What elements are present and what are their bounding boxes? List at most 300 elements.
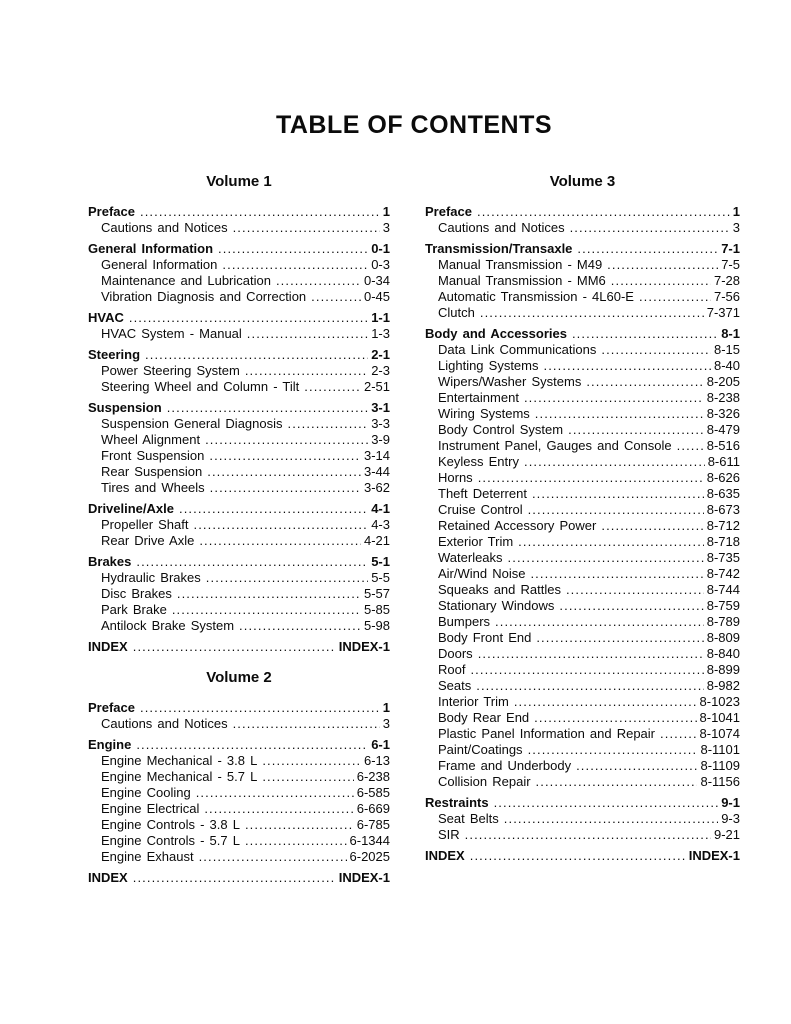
dot-leader [478, 646, 704, 662]
toc-entry [425, 342, 740, 358]
toc-group [425, 326, 740, 790]
toc-entry-page: 9-3 [721, 811, 740, 826]
toc-entry [425, 566, 740, 582]
toc-entry-label: Engine Controls - 5.7 L [101, 833, 240, 848]
toc-entry-label: Front Suspension [101, 448, 205, 463]
dot-leader [495, 614, 704, 630]
volume-section [88, 669, 390, 886]
dot-leader [566, 582, 704, 598]
toc-entry [425, 486, 740, 502]
toc-entry-page: 6-1344 [349, 833, 390, 848]
toc-entry [88, 347, 390, 363]
toc-entry [88, 204, 390, 220]
dot-leader [199, 533, 361, 549]
toc-entry-page: 6-669 [356, 801, 390, 816]
toc-entry-page: 3 [382, 716, 390, 731]
dot-leader [639, 289, 711, 305]
dot-leader [532, 486, 704, 502]
toc-entry-page: 7-5 [721, 257, 740, 272]
toc-entry [88, 833, 390, 849]
toc-entry-page: 5-98 [363, 618, 390, 633]
toc-group [88, 310, 390, 342]
toc-entry-page: 8-899 [706, 662, 740, 677]
toc-entry-label: Tires and Wheels [101, 480, 205, 495]
toc-entry [88, 432, 390, 448]
dot-leader [536, 774, 698, 790]
toc-entry [88, 501, 390, 517]
toc-entry [88, 416, 390, 432]
toc-group [88, 501, 390, 549]
toc-entry [88, 273, 390, 289]
toc-entry-page: 9-1 [721, 795, 740, 810]
toc-entry-page: 1 [732, 204, 740, 219]
toc-entry-page: 8-1023 [699, 694, 740, 709]
toc-entry-label: Propeller Shaft [101, 517, 189, 532]
dot-leader [577, 241, 718, 257]
toc-entry-page: 8-759 [706, 598, 740, 613]
toc-entry [88, 801, 390, 817]
toc-entry-label: Preface [425, 204, 472, 219]
toc-entry-page: 1-1 [371, 310, 390, 325]
toc-entry [88, 639, 390, 655]
toc-entry [88, 533, 390, 549]
volume-groups [425, 204, 740, 864]
toc-entry-page: 8-40 [713, 358, 740, 373]
toc-entry-page: 3 [732, 220, 740, 235]
toc-entry-page: 8-1 [721, 326, 740, 341]
toc-entry [425, 422, 740, 438]
toc-entry-label: Engine Mechanical - 3.8 L [101, 753, 258, 768]
toc-entry-page: 3 [382, 220, 390, 235]
toc-entry-label: Disc Brakes [101, 586, 172, 601]
toc-entry-page: 8-479 [706, 422, 740, 437]
toc-entry [425, 774, 740, 790]
toc-entry [425, 534, 740, 550]
toc-entry [425, 470, 740, 486]
toc-entry [88, 241, 390, 257]
volume-title: Volume 3 [549, 173, 616, 190]
toc-entry [425, 795, 740, 811]
volume-title: Volume 1 [206, 173, 272, 190]
toc-entry-label: Doors [438, 646, 473, 661]
toc-group [425, 795, 740, 843]
dot-leader [536, 630, 703, 646]
toc-entry-label: Body and Accessories [425, 326, 567, 341]
toc-entry-label: Body Rear End [438, 710, 530, 725]
toc-entry-page: 7-371 [706, 305, 740, 320]
dot-leader [245, 833, 347, 849]
volume-groups [88, 204, 390, 655]
dot-leader [508, 550, 704, 566]
toc-entry-label: Clutch [438, 305, 475, 320]
dot-leader [207, 464, 361, 480]
toc-entry-page: INDEX-1 [688, 848, 740, 863]
dot-leader [576, 758, 697, 774]
toc-entry-page: 8-712 [706, 518, 740, 533]
toc-entry-page: 4-21 [363, 533, 390, 548]
dot-leader [140, 700, 380, 716]
toc-entry [88, 602, 390, 618]
dot-leader [204, 801, 353, 817]
toc-entry [88, 220, 390, 236]
toc-group [88, 347, 390, 395]
dot-leader [129, 310, 368, 326]
toc-entry-page: 8-718 [706, 534, 740, 549]
toc-entry-page: 3-3 [371, 416, 390, 431]
toc-entry [88, 849, 390, 865]
toc-entry-page: 8-809 [706, 630, 740, 645]
toc-entry-page: 7-1 [721, 241, 740, 256]
toc-entry-page: 8-1041 [699, 710, 740, 725]
toc-entry-page: 0-3 [371, 257, 390, 272]
toc-entry-page: 1-3 [371, 326, 390, 341]
toc-entry [425, 742, 740, 758]
toc-entry-label: Driveline/Axle [88, 501, 174, 516]
toc-entry-label: Wheel Alignment [101, 432, 201, 447]
toc-entry-page: 3-14 [363, 448, 390, 463]
toc-entry [88, 570, 390, 586]
toc-entry-label: Engine Controls - 3.8 L [101, 817, 240, 832]
toc-entry-page: 8-238 [706, 390, 740, 405]
dot-leader [222, 257, 368, 273]
toc-entry [425, 758, 740, 774]
dot-leader [477, 204, 730, 220]
toc-entry-page: 2-1 [371, 347, 390, 362]
toc-entry-page: 8-1074 [699, 726, 740, 741]
dot-leader [586, 374, 703, 390]
dot-leader [136, 737, 368, 753]
toc-entry-label: Vibration Diagnosis and Correction [101, 289, 307, 304]
toc-entry-label: Horns [438, 470, 473, 485]
toc-entry [425, 646, 740, 662]
toc-entry-page: 5-85 [363, 602, 390, 617]
toc-entry-label: Power Steering System [101, 363, 240, 378]
toc-entry-page: 2-3 [371, 363, 390, 378]
toc-entry-page: 7-28 [713, 273, 740, 288]
volume-groups [88, 700, 390, 886]
toc-entry-page: 8-1109 [700, 758, 740, 773]
toc-entry-label: Stationary Windows [438, 598, 555, 613]
toc-entry-label: Paint/Coatings [438, 742, 523, 757]
toc-entry [88, 716, 390, 732]
toc-entry-label: SIR [438, 827, 460, 842]
toc-entry-page: INDEX-1 [338, 870, 390, 885]
toc-entry-page: 8-744 [706, 582, 740, 597]
toc-entry [88, 363, 390, 379]
dot-leader [205, 432, 368, 448]
toc-entry-label: Wipers/Washer Systems [438, 374, 582, 389]
dot-leader [140, 204, 380, 220]
toc-group [425, 204, 740, 236]
toc-entry-label: Frame and Underbody [438, 758, 572, 773]
toc-entry-label: Body Control System [438, 422, 564, 437]
dot-leader [262, 753, 361, 769]
toc-entry-page: 8-15 [713, 342, 740, 357]
toc-entry-page: 8-626 [706, 470, 740, 485]
toc-entry [425, 630, 740, 646]
toc-entry [88, 817, 390, 833]
dot-leader [572, 326, 718, 342]
toc-entry [88, 554, 390, 570]
toc-column-left [88, 173, 390, 891]
toc-entry [88, 464, 390, 480]
toc-entry [425, 848, 740, 864]
toc-entry-label: Lighting Systems [438, 358, 539, 373]
toc-entry-label: Steering [88, 347, 141, 362]
toc-group [425, 241, 740, 321]
toc-entry-label: HVAC System - Manual [101, 326, 242, 341]
volume-section [425, 173, 740, 864]
dot-leader [133, 870, 336, 886]
toc-entry-page: 8-673 [706, 502, 740, 517]
volume-title: Volume 2 [206, 669, 272, 686]
toc-entry [425, 550, 740, 566]
toc-entry-label: Seats [438, 678, 472, 693]
dot-leader [534, 710, 696, 726]
toc-entry-page: 3-44 [363, 464, 390, 479]
toc-entry-label: INDEX [88, 639, 128, 654]
toc-entry-label: Preface [88, 700, 135, 715]
toc-entry-label: Antilock Brake System [101, 618, 235, 633]
toc-entry [88, 379, 390, 395]
dot-leader [233, 220, 380, 236]
toc-entry-page: 9-21 [713, 827, 740, 842]
toc-entry-label: Collision Repair [438, 774, 531, 789]
toc-entry [88, 517, 390, 533]
toc-entry-label: Waterleaks [438, 550, 503, 565]
dot-leader [179, 501, 368, 517]
toc-entry [425, 662, 740, 678]
toc-entry [425, 204, 740, 220]
toc-entry-page: 1 [382, 700, 390, 715]
toc-entry-label: HVAC [88, 310, 124, 325]
toc-entry-label: Entertainment [438, 390, 519, 405]
toc-entry-page: 0-1 [371, 241, 390, 256]
toc-entry-label: Data Link Communications [438, 342, 597, 357]
toc-entry [425, 694, 740, 710]
toc-entry [425, 305, 740, 321]
toc-entry-label: Preface [88, 204, 135, 219]
toc-entry [425, 710, 740, 726]
toc-entry-page: 8-635 [706, 486, 740, 501]
toc-column-right [425, 173, 740, 891]
toc-group [88, 870, 390, 886]
toc-entry-page: 0-45 [363, 289, 390, 304]
dot-leader [601, 342, 711, 358]
dot-leader [480, 305, 704, 321]
dot-leader [476, 678, 704, 694]
toc-entry-label: Retained Accessory Power [438, 518, 597, 533]
dot-leader [247, 326, 368, 342]
toc-entry-label: INDEX [425, 848, 465, 863]
dot-leader [218, 241, 368, 257]
toc-entry-label: Body Front End [438, 630, 532, 645]
toc-entry-label: Cautions and Notices [101, 220, 228, 235]
dot-leader [518, 534, 704, 550]
toc-entry-label: Suspension [88, 400, 162, 415]
toc-group [88, 554, 390, 634]
toc-entry-page: INDEX-1 [338, 639, 390, 654]
toc-entry-page: 6-2025 [349, 849, 390, 864]
toc-entry [425, 358, 740, 374]
toc-entry-label: Bumpers [438, 614, 491, 629]
toc-entry [88, 310, 390, 326]
dot-leader [233, 716, 380, 732]
toc-entry-page: 6-785 [356, 817, 390, 832]
toc-entry [425, 220, 740, 236]
toc-entry-label: Keyless Entry [438, 454, 519, 469]
toc-entry-label: Rear Drive Axle [101, 533, 195, 548]
dot-leader [276, 273, 361, 289]
toc-entry [88, 400, 390, 416]
dot-leader [210, 480, 361, 496]
toc-entry [88, 785, 390, 801]
dot-leader [136, 554, 368, 570]
dot-leader [194, 517, 369, 533]
dot-leader [262, 769, 353, 785]
toc-entry [425, 289, 740, 305]
toc-entry-page: 1 [382, 204, 390, 219]
toc-entry [425, 273, 740, 289]
toc-group [88, 241, 390, 305]
toc-entry [88, 753, 390, 769]
toc-entry [88, 289, 390, 305]
toc-entry-label: Restraints [425, 795, 489, 810]
toc-entry [425, 598, 740, 614]
toc-entry [425, 406, 740, 422]
toc-entry-page: 4-1 [371, 501, 390, 516]
toc-entry-label: Squeaks and Rattles [438, 582, 561, 597]
toc-entry [425, 454, 740, 470]
toc-entry-page: 8-611 [707, 454, 740, 469]
toc-entry [425, 518, 740, 534]
toc-entry-label: Cautions and Notices [438, 220, 565, 235]
toc-entry-label: Engine Cooling [101, 785, 191, 800]
toc-entry-label: Seat Belts [438, 811, 499, 826]
toc-entry-label: Theft Deterrent [438, 486, 527, 501]
dot-leader [530, 566, 703, 582]
toc-group [88, 737, 390, 865]
dot-leader [133, 639, 336, 655]
dot-leader [288, 416, 369, 432]
toc-entry-label: Instrument Panel, Gauges and Console [438, 438, 672, 453]
toc-entry [425, 502, 740, 518]
dot-leader [535, 406, 704, 422]
dot-leader [559, 598, 703, 614]
dot-leader [660, 726, 697, 742]
dot-leader [199, 849, 347, 865]
dot-leader [478, 470, 704, 486]
dot-leader [206, 570, 368, 586]
toc-entry-label: Rear Suspension [101, 464, 203, 479]
dot-leader [677, 438, 704, 454]
toc-entry [425, 241, 740, 257]
toc-entry-page: 6-1 [371, 737, 390, 752]
toc-entry-page: 6-238 [356, 769, 390, 784]
toc-entry-label: Suspension General Diagnosis [101, 416, 283, 431]
dot-leader [177, 586, 361, 602]
dot-leader [470, 662, 703, 678]
toc-entry-label: Exterior Trim [438, 534, 514, 549]
toc-entry-label: General Information [88, 241, 214, 256]
toc-entry [425, 614, 740, 630]
toc-entry-page: 8-516 [706, 438, 740, 453]
toc-entry [88, 700, 390, 716]
toc-entry-label: Brakes [88, 554, 132, 569]
dot-leader [145, 347, 368, 363]
dot-leader [239, 618, 361, 634]
dot-leader [568, 422, 704, 438]
toc-entry [425, 326, 740, 342]
toc-entry-label: Transmission/Transaxle [425, 241, 573, 256]
toc-group [88, 700, 390, 732]
toc-entry-page: 5-57 [363, 586, 390, 601]
toc-entry-page: 5-1 [371, 554, 390, 569]
toc-entry-label: Cruise Control [438, 502, 523, 517]
toc-entry-label: INDEX [88, 870, 128, 885]
dot-leader [524, 454, 705, 470]
toc-entry-page: 8-982 [706, 678, 740, 693]
dot-leader [544, 358, 711, 374]
toc-entry-label: Automatic Transmission - 4L60-E [438, 289, 634, 304]
dot-leader [528, 742, 698, 758]
dot-leader [524, 390, 704, 406]
dot-leader [245, 817, 354, 833]
dot-leader [172, 602, 361, 618]
toc-entry-page: 2-51 [363, 379, 390, 394]
toc-entry-page: 3-1 [371, 400, 390, 415]
dot-leader [209, 448, 361, 464]
volume-section [88, 173, 390, 655]
toc-entry-label: Hydraulic Brakes [101, 570, 201, 585]
dot-leader [465, 827, 711, 843]
toc-entry [88, 737, 390, 753]
toc-entry-label: Air/Wind Noise [438, 566, 526, 581]
toc-entry [425, 582, 740, 598]
toc-entry-page: 8-840 [706, 646, 740, 661]
toc-entry-page: 8-326 [706, 406, 740, 421]
toc-entry-label: Park Brake [101, 602, 167, 617]
dot-leader [245, 363, 368, 379]
toc-columns [88, 173, 791, 891]
toc-entry-page: 8-735 [706, 550, 740, 565]
toc-entry-page: 6-13 [363, 753, 390, 768]
toc-entry-page: 3-9 [371, 432, 390, 447]
toc-entry-label: Engine Exhaust [101, 849, 194, 864]
toc-group [88, 400, 390, 496]
toc-group [425, 848, 740, 864]
toc-entry [425, 374, 740, 390]
dot-leader [167, 400, 369, 416]
dot-leader [528, 502, 704, 518]
toc-entry-label: Engine Electrical [101, 801, 200, 816]
toc-entry [88, 618, 390, 634]
toc-entry-label: Engine Mechanical - 5.7 L [101, 769, 258, 784]
dot-leader [611, 273, 711, 289]
toc-entry-label: Maintenance and Lubrication [101, 273, 271, 288]
toc-entry-page: 8-1101 [700, 742, 740, 757]
toc-entry [425, 678, 740, 694]
toc-entry [425, 726, 740, 742]
toc-entry-page: 8-789 [706, 614, 740, 629]
toc-entry-label: Manual Transmission - MM6 [438, 273, 606, 288]
toc-entry-page: 8-205 [706, 374, 740, 389]
toc-entry-page: 8-1156 [700, 774, 740, 789]
dot-leader [504, 811, 718, 827]
toc-entry-page: 7-56 [713, 289, 740, 304]
toc-entry [88, 586, 390, 602]
toc-entry-page: 8-742 [706, 566, 740, 581]
